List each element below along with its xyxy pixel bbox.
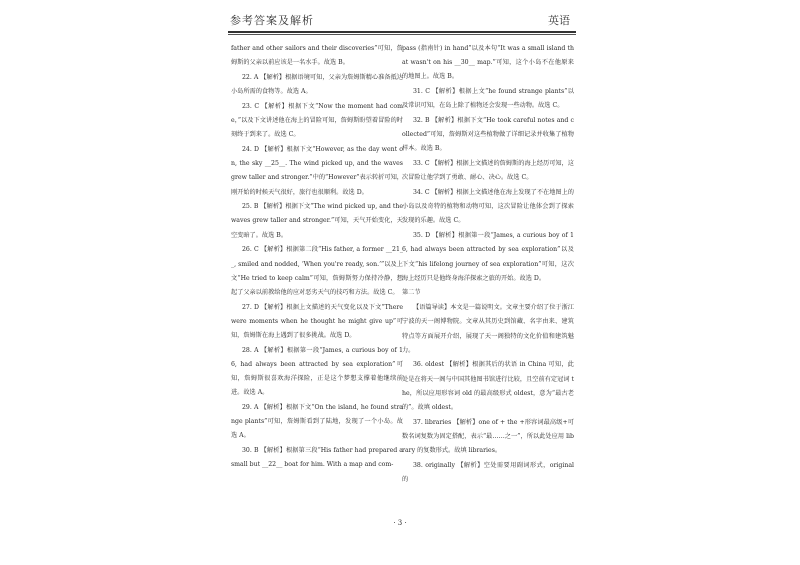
answer-paragraph: 36. oldest 【解析】根据其后的状语 in China 可知，此处是在将天一阁与中国其他图书馆进行比较，且空前有定冠词 the，所以应用形容词 old 的最高级形式 oldest，意为“最古老的”。故填 oldest。 xyxy=(402,361,574,412)
running-header-subject: 英语 xyxy=(548,14,570,27)
answer-paragraph: 23. C 【解析】根据下文“Now the moment had come，”以及下文讲述他在海上的冒险可知，詹姆斯盼望着冒险的时刻终于到来了。故选 C。 xyxy=(231,102,403,139)
header-rule-thin xyxy=(228,34,576,35)
answer-paragraph: 35. D 【解析】根据第一段“James, a curious boy of 16, had always been attracted by sea exploration”以及下文“his lifelong journey of sea exploration”可知，这次海上经历只是他终身海洋探索之旅的开始。故选 D。 xyxy=(402,232,574,282)
answer-paragraph: 37. libraries 【解析】one of + the +形容词最高级+可数名词复数为固定搭配，表示“最……之一”，所以此处应用 library 的复数形式。故填 libraries。 xyxy=(402,418,574,455)
answer-paragraph: 26. C 【解析】根据第二段“His father, a former __21__, smiled and nodded, ‘When you're ready, son.’”以及上文“He tried to keep calm”可知，詹姆斯努力保持冷静，想起了父亲以前教给他的应对恶劣天气的技巧和方法。故选 C。 xyxy=(231,246,403,296)
running-header-title: 参考答案及解析 xyxy=(230,14,314,27)
answer-paragraph: 32. B 【解析】根据下文“He took careful notes and collected”可知，詹姆斯对这些植物做了详细记录并收集了植物样本。故选 B。 xyxy=(402,117,574,153)
right-column xyxy=(402,42,574,487)
passage-guide: 【语篇导读】本文是一篇说明文。文章主要介绍了位于浙江宁波的天一阁博物院。文章从其历史到馆藏、名字由来、建筑特点等方面展开介绍，展现了天一阁独特的文化价值和建筑魅力。 xyxy=(402,304,574,354)
answer-paragraph: father and other sailors and their discoveries”可知，詹姆斯的父亲以前应该是一名水手。故选 B。 xyxy=(231,45,403,67)
page-number: · 3 · xyxy=(393,519,407,527)
answer-paragraph: 28. A 【解析】根据第一段“James, a curious boy of 16, had always been attracted by sea exploration”可知，詹姆斯很喜欢海洋探险，正是这个梦想支撑着他继续前进。故选 A。 xyxy=(231,346,403,397)
answer-paragraph: 30. B 【解析】根据第三段“His father had prepared a small but __22__ boat for him. With a map and com- xyxy=(231,447,403,469)
answer-paragraph: 34. C 【解析】根据上文描述他在海上发现了不在地图上的小岛以及奇特的植物和动物可知，这次冒险让他体会到了探索发现的乐趣。故选 C。 xyxy=(402,189,574,225)
answer-paragraph: 22. A 【解析】根据语境可知，父亲为詹姆斯精心准备抵达小岛所需的食物等。故选 A。 xyxy=(231,73,403,96)
header-rule-thick xyxy=(228,31,576,33)
answer-paragraph: 29. A 【解析】根据下文“On the island, he found strange plants”可知，詹姆斯看到了陆地，发现了一个小岛。故选 A。 xyxy=(231,404,403,440)
answer-paragraph: pass (指南针) in hand”以及本句“It was a small island that wasn't on his __30__ map.”可知，这个小岛不在他原来的地图上。故选 B。 xyxy=(402,45,574,81)
section-heading: 第二节 xyxy=(402,289,421,297)
answer-paragraph: 24. D 【解析】根据下文“However, as the day went on, the sky __25__. The wind picked up, and the waves grew taller and stronger.”中的“However”表示转折可知，刚开始的时候天气很好，旅行也很顺利。故选 D。 xyxy=(231,145,403,196)
answer-paragraph: 31. C 【解析】根据上文“he found strange plants”以及常识可知，在岛上除了植物还会发现一些动物。故选 C。 xyxy=(402,88,574,110)
answer-paragraph: 25. B 【解析】根据下文“The wind picked up, and the waves grew taller and stronger.”可知，天气开始变化，天空变暗了。故选 B。 xyxy=(231,203,403,239)
answer-paragraph: 33. C 【解析】根据上文描述的詹姆斯的海上经历可知，这次冒险让他学到了勇敢、耐心、决心。故选 C。 xyxy=(402,160,574,182)
answer-paragraph: 27. D 【解析】根据上文描述的天气变化以及下文“There were moments when he thought he might give up”可知，詹姆斯在海上遇到了很多挑战。故选 D。 xyxy=(231,303,403,340)
left-column xyxy=(231,42,403,473)
answer-paragraph: 38. originally 【解析】空处需要用副词形式，original 的 xyxy=(402,461,574,484)
